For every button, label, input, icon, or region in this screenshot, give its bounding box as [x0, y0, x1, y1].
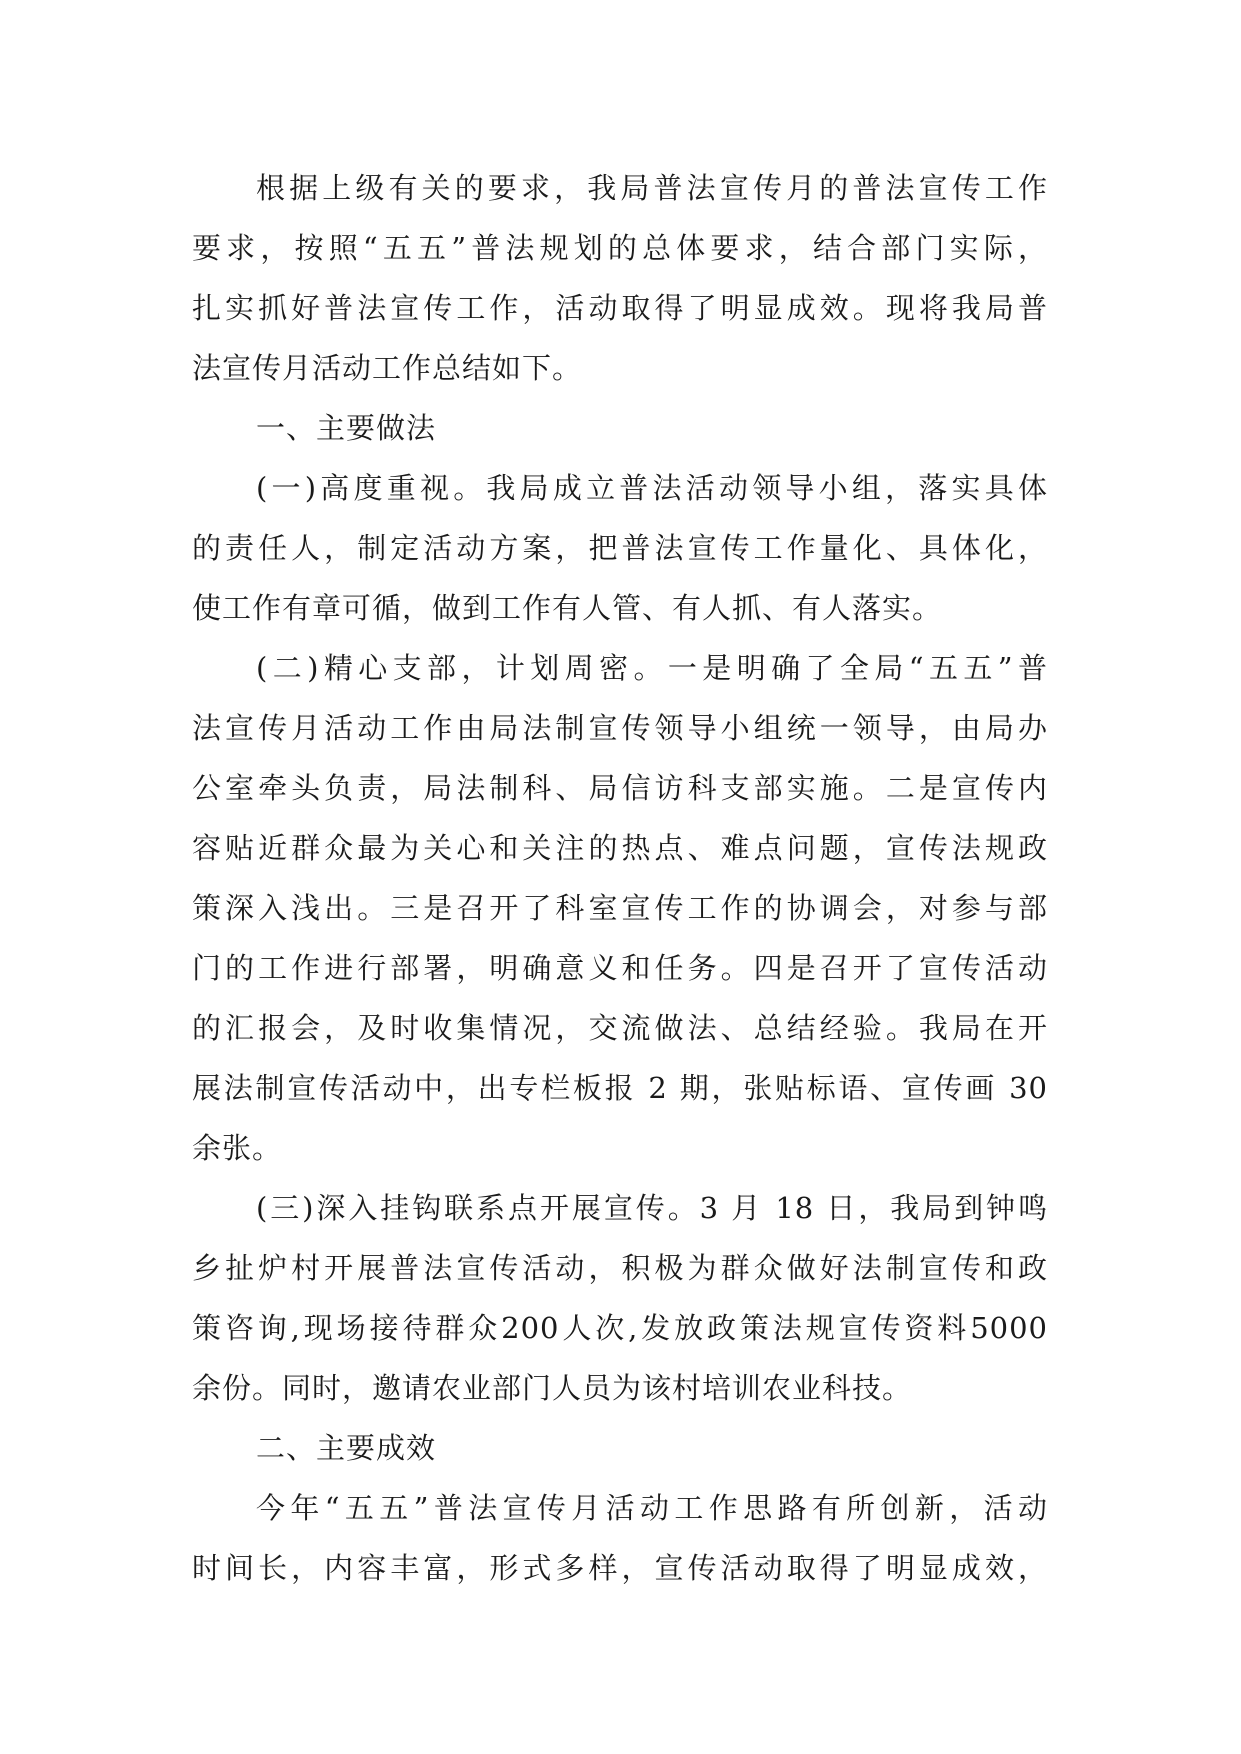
document-body: [192, 158, 1048, 1598]
paragraph-line: 门的工作进行部署，明确意义和任务。四是召开了宣传活动: [192, 951, 1048, 985]
paragraph-line: 乡扯炉村开展普法宣传活动，积极为群众做好法制宣传和政: [192, 1251, 1048, 1285]
section-heading: 二、主要成效: [256, 1431, 437, 1465]
paragraph-line: 展法制宣传活动中，出专栏板报 2 期，张贴标语、宣传画 30: [192, 1071, 1048, 1105]
paragraph-line: 扎实抓好普法宣传工作，活动取得了明显成效。现将我局普: [192, 291, 1048, 325]
paragraph-line: 根据上级有关的要求，我局普法宣传月的普法宣传工作: [256, 171, 1048, 205]
paragraph-line: 法宣传月活动工作总结如下。: [192, 351, 583, 385]
paragraph-line: (三)深入挂钩联系点开展宣传。3 月 18 日，我局到钟鸣: [256, 1191, 1048, 1225]
paragraph-line: 法宣传月活动工作由局法制宣传领导小组统一领导，由局办: [192, 711, 1048, 745]
paragraph-line: 公室牵头负责，局法制科、局信访科支部实施。二是宣传内: [192, 771, 1048, 805]
paragraph-line: 要求，按照“五五”普法规划的总体要求，结合部门实际，: [192, 231, 1048, 265]
paragraph-line: 的汇报会，及时收集情况，交流做法、总结经验。我局在开: [192, 1011, 1048, 1045]
section-heading: 一、主要做法: [256, 411, 437, 445]
paragraph-line: 今年“五五”普法宣传月活动工作思路有所创新，活动: [256, 1491, 1048, 1525]
paragraph-line: 策深入浅出。三是召开了科室宣传工作的协调会，对参与部: [192, 891, 1048, 925]
paragraph-line: 时间长，内容丰富，形式多样，宣传活动取得了明显成效，: [192, 1551, 1048, 1585]
paragraph-line: (二)精心支部，计划周密。一是明确了全局“五五”普: [256, 651, 1048, 685]
paragraph-line: 使工作有章可循，做到工作有人管、有人抓、有人落实。: [192, 591, 943, 625]
paragraph-line: 余张。: [192, 1131, 283, 1165]
paragraph-line: 容贴近群众最为关心和关注的热点、难点问题，宣传法规政: [192, 831, 1048, 865]
paragraph-line: 余份。同时，邀请农业部门人员为该村培训农业科技。: [192, 1371, 913, 1405]
paragraph-line: 的责任人，制定活动方案，把普法宣传工作量化、具体化，: [192, 531, 1048, 565]
paragraph-line: (一)高度重视。我局成立普法活动领导小组，落实具体: [256, 471, 1048, 505]
paragraph-line: 策咨询,现场接待群众200人次,发放政策法规宣传资料5000: [192, 1311, 1048, 1345]
